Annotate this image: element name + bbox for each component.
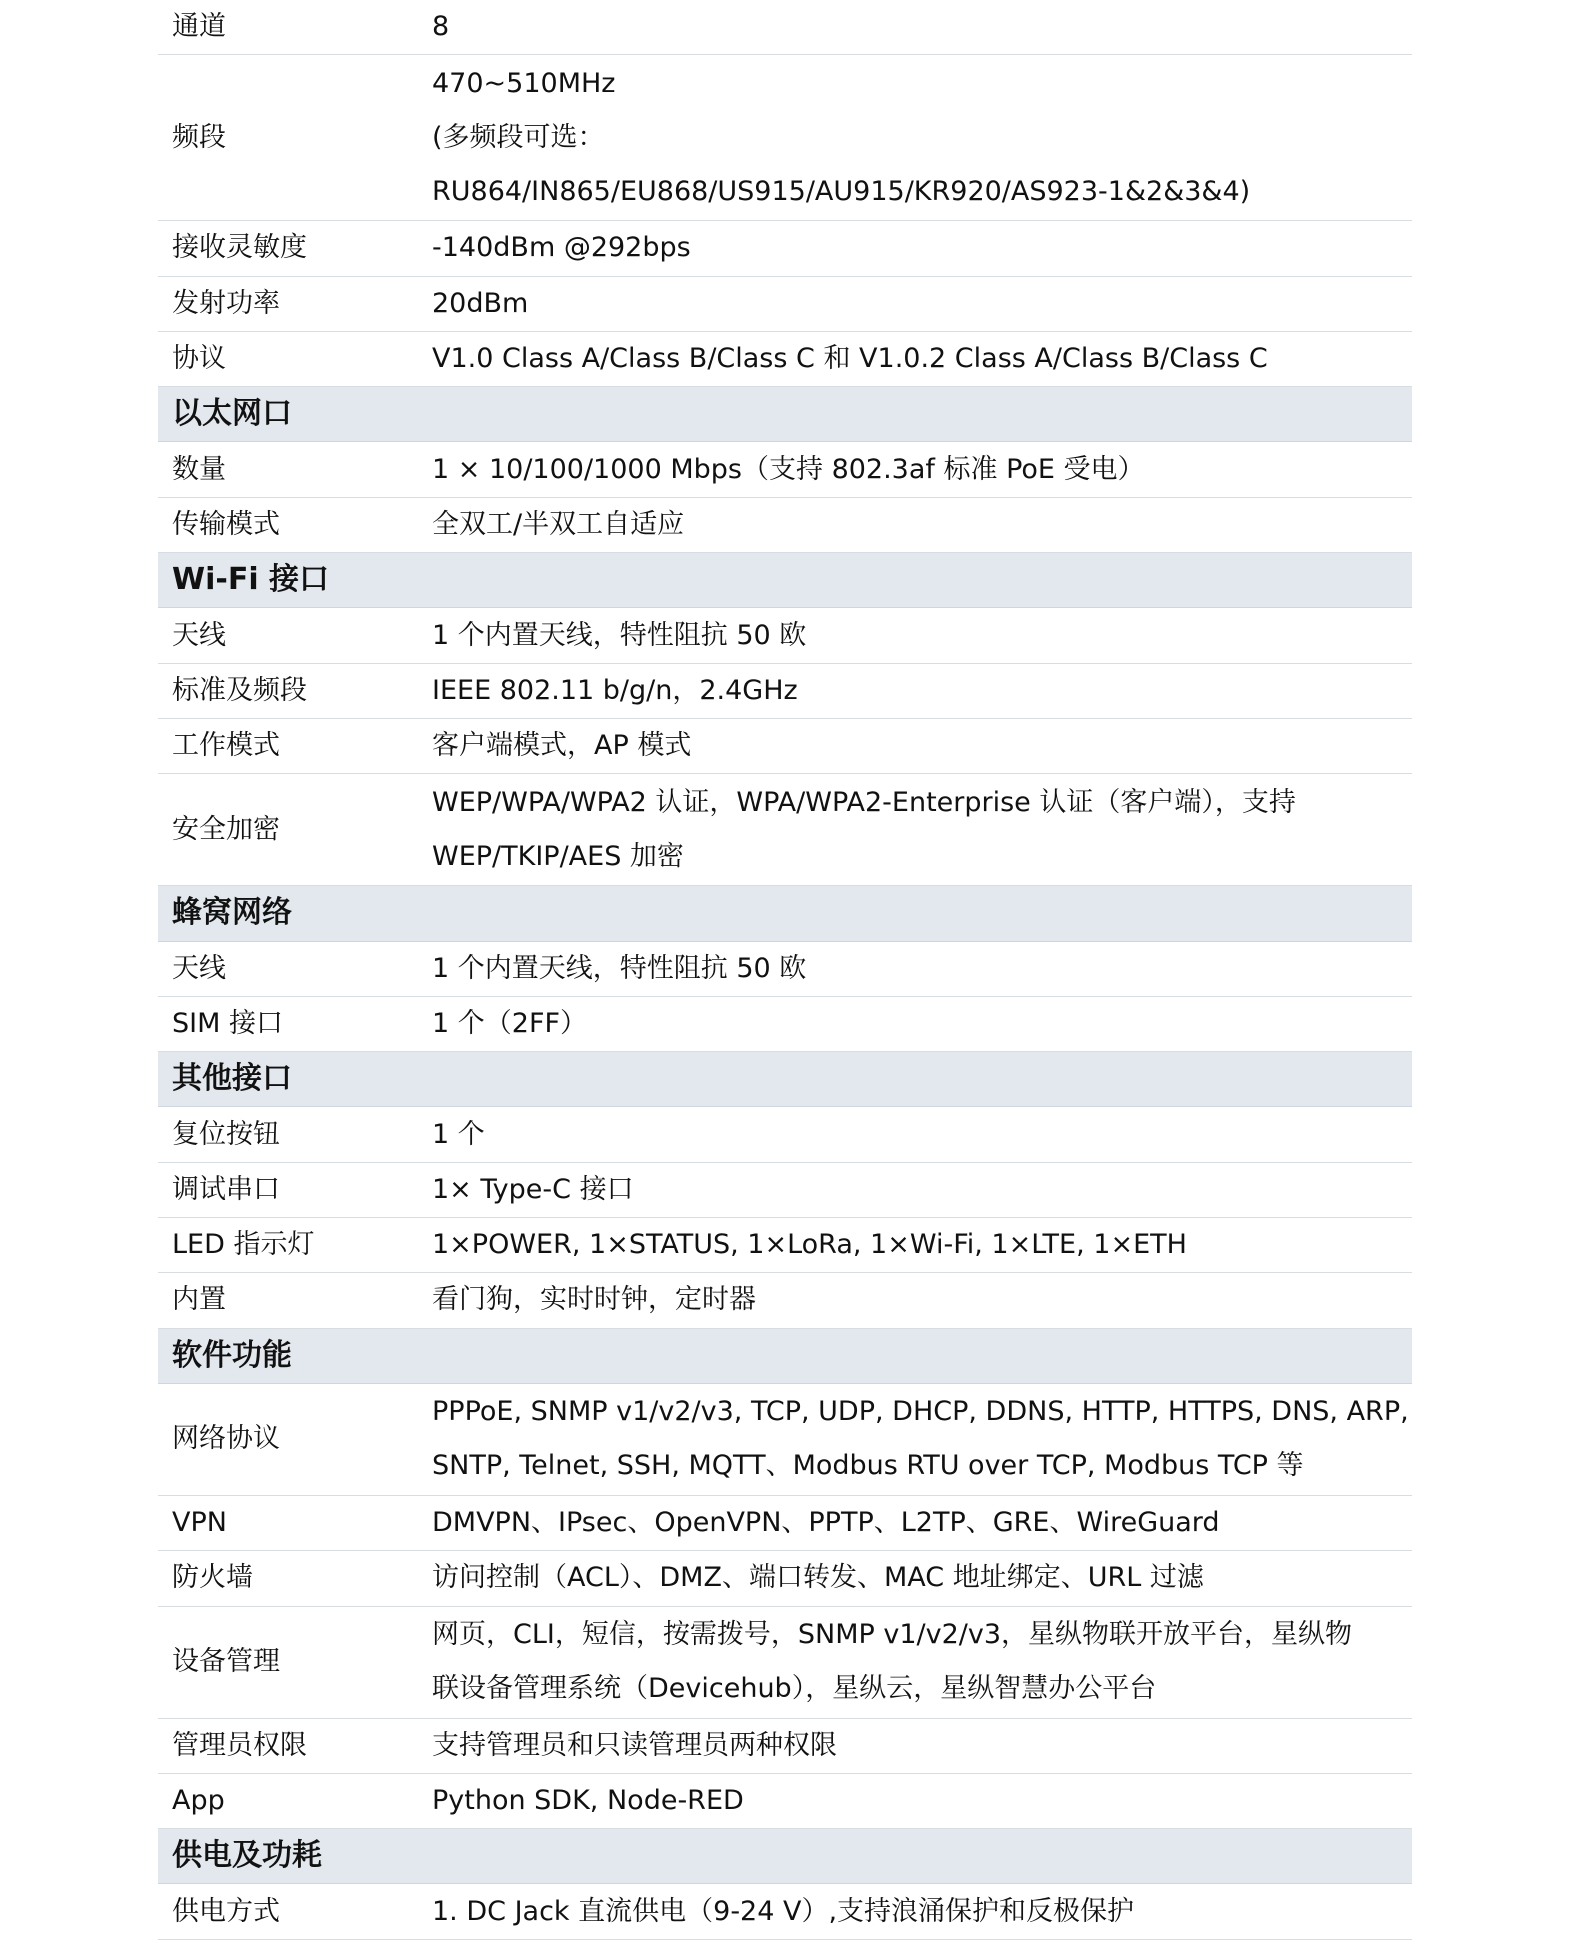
spec-value-line: 1 × 10/100/1000 Mbps（支持 802.3af 标准 PoE 受电） [432,453,1145,485]
spec-label: 传输模式 [172,508,280,540]
spec-value-line: 1 个 [432,1118,485,1150]
spec-value-line: WEP/WPA/WPA2 认证，WPA/WPA2-Enterprise 认证（客户端），支持 [432,786,1296,818]
spec-value-line: (多频段可选： [432,121,605,153]
spec-value [432,1774,1412,1828]
spec-value-line: 看门狗，实时时钟，定时器 [432,1284,756,1316]
spec-value-line: V1.0 Class A/Class B/Class C 和 V1.0.2 Class A/Class B/Class C [432,343,1268,375]
section-title: 软件功能 [172,1337,292,1373]
spec-label: 网络协议 [172,1423,280,1455]
section-header [158,387,1412,442]
section-header [158,1829,1412,1884]
spec-value [432,221,1412,275]
spec-value-line: RU864/IN865/EU868/US915/AU915/KR920/AS923-1&2&3&4) [432,175,1251,207]
spec-label: 内置 [172,1284,226,1316]
spec-value [432,57,1412,219]
spec-value-line: 支持管理员和只读管理员两种权限 [432,1729,837,1761]
spec-value-line: 联设备管理系统（Devicehub），星纵云，星纵智慧办公平台 [432,1673,1157,1705]
spec-label: LED 指示灯 [172,1229,315,1261]
spec-label: 标准及频段 [172,674,307,706]
section-header [158,886,1412,941]
spec-value-line: 客户端模式，AP 模式 [432,730,692,762]
spec-value-line: 1× Type-C 接口 [432,1173,634,1205]
spec-label: 安全加密 [172,813,280,845]
spec-value [432,1108,1412,1162]
spec-value [432,1273,1412,1327]
spec-value [432,776,1412,884]
spec-row [158,1163,1412,1218]
spec-row [158,608,1412,663]
spec-row [158,1273,1412,1328]
spec-value-line: 470~510MHz [432,67,616,99]
spec-value-line: 1. DC Jack 直流供电（9-24 V）,支持浪涌保护和反极保护 [432,1895,1135,1927]
spec-value [432,1385,1415,1493]
spec-value [432,1496,1412,1550]
spec-value-line: IEEE 802.11 b/g/n，2.4GHz [432,674,798,706]
spec-value [432,942,1412,996]
spec-label: 管理员权限 [172,1729,307,1761]
spec-row [158,442,1412,497]
spec-value-line: SNTP, Telnet, SSH, MQTT、Modbus RTU over TCP, Modbus TCP 等 [432,1450,1304,1482]
spec-row [158,1107,1412,1162]
spec-value [432,997,1412,1051]
spec-label: 协议 [172,343,226,375]
spec-value [432,1719,1412,1773]
spec-value [432,443,1412,497]
spec-value-line: 网页，CLI，短信，按需拨号，SNMP v1/v2/v3，星纵物联开放平台，星纵物 [432,1619,1353,1651]
spec-row [158,1218,1412,1273]
spec-value [432,1163,1412,1217]
spec-value-line: PPPoE, SNMP v1/v2/v3, TCP, UDP, DHCP, DDNS, HTTP, HTTPS, DNS, ARP, [432,1396,1409,1428]
spec-value-line: 1 个内置天线，特性阻抗 50 欧 [432,619,807,651]
spec-label: SIM 接口 [172,1008,283,1039]
spec-value [432,498,1412,552]
spec-row [158,719,1412,774]
spec-row [158,1719,1412,1774]
section-title: 其他接口 [172,1061,292,1097]
spec-value [432,1885,1412,1939]
spec-label: 防火墙 [172,1562,253,1594]
spec-label: 设备管理 [172,1646,280,1678]
spec-table [158,0,1412,1940]
spec-value-line: 1 个内置天线，特性阻抗 50 欧 [432,952,807,984]
spec-row [158,277,1412,332]
spec-value [432,719,1412,773]
spec-value-line: 全双工/半双工自适应 [432,508,685,540]
section-title: 供电及功耗 [172,1838,322,1874]
spec-label: 接收灵敏度 [172,232,307,264]
spec-value-line: 20dBm [432,287,529,319]
spec-value-line: -140dBm @292bps [432,232,691,264]
section-header [158,553,1412,608]
spec-value-line: Python SDK, Node-RED [432,1784,744,1816]
spec-value [432,664,1412,718]
spec-label: 天线 [172,619,226,651]
spec-label: 通道 [172,11,226,43]
spec-label: 频段 [172,121,226,153]
spec-value-line: 8 [432,11,450,43]
spec-label: App [172,1784,225,1816]
spec-value-line: 访问控制（ACL）、DMZ、端口转发、MAC 地址绑定、URL 过滤 [432,1562,1204,1594]
spec-row [158,1551,1412,1606]
spec-row [158,221,1412,276]
section-title: Wi-Fi 接口 [172,562,330,598]
spec-label: 数量 [172,453,226,485]
spec-value-line: 1×POWER, 1×STATUS, 1×LoRa, 1×Wi-Fi, 1×LTE, 1×ETH [432,1229,1187,1261]
spec-row [158,1774,1412,1829]
spec-row [158,498,1412,553]
spec-row [158,997,1412,1052]
spec-value [432,609,1412,663]
spec-label: 天线 [172,952,226,984]
section-title: 以太网口 [172,396,292,432]
spec-value-line: DMVPN、IPsec、OpenVPN、PPTP、L2TP、GRE、WireGuard [432,1507,1220,1539]
section-header [158,1329,1412,1384]
spec-value [432,1218,1412,1272]
spec-label: 发射功率 [172,287,280,319]
spec-row [158,1884,1412,1939]
spec-row [158,332,1412,387]
spec-value-line: 1 个（2FF） [432,1008,587,1039]
spec-row [158,664,1412,719]
spec-label: 调试串口 [172,1173,280,1205]
spec-label: 复位按钮 [172,1118,280,1150]
spec-row [158,942,1412,997]
spec-label: VPN [172,1507,227,1539]
spec-value [432,0,1412,54]
spec-value [432,277,1412,331]
spec-row [158,0,1412,55]
spec-value [432,1608,1412,1716]
spec-row [158,774,1412,886]
spec-label: 工作模式 [172,730,280,762]
spec-row [158,1384,1412,1496]
spec-label: 供电方式 [172,1895,280,1927]
section-header [158,1052,1412,1107]
spec-row [158,1607,1412,1719]
spec-value [432,1551,1412,1605]
spec-value-line: WEP/TKIP/AES 加密 [432,840,684,872]
spec-value [432,332,1412,386]
spec-row [158,55,1412,221]
spec-row [158,1496,1412,1551]
section-title: 蜂窝网络 [172,895,292,931]
